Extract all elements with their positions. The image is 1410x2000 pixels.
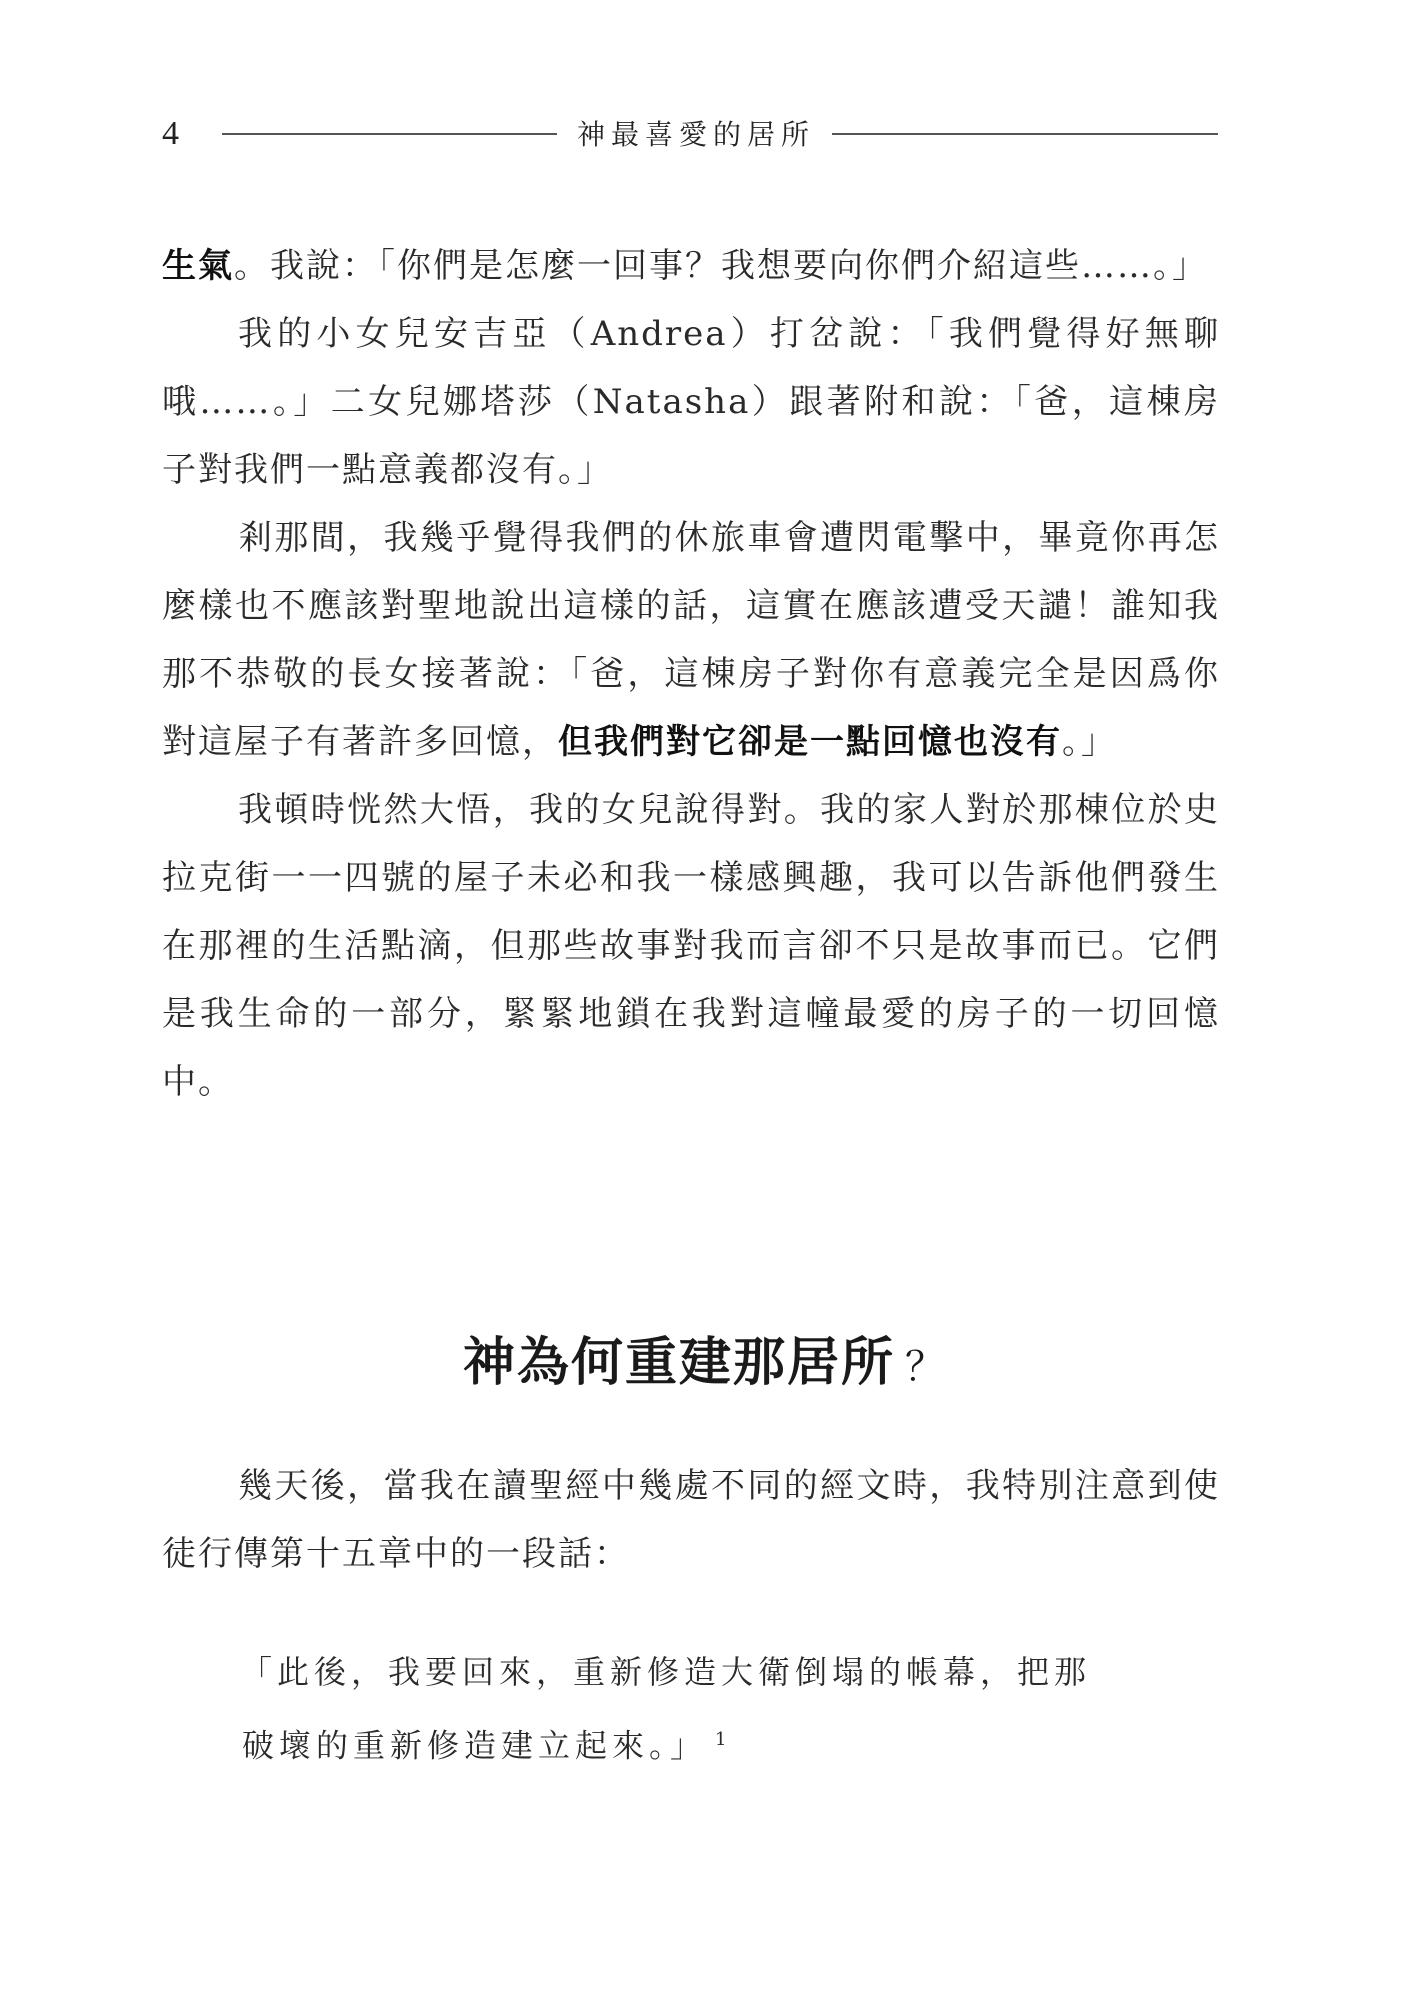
paragraph-4 [162,776,1220,1116]
header-rule-right [832,133,1218,135]
paragraph-3 [162,504,1220,776]
page-number: 4 [162,115,179,152]
paragraph-text: 剎那間，我幾乎覺得我們的休旅車會遭閃電擊中，畢竟你再怎麼樣也不應該對聖地說出這樣的話，這實在應該遭受天譴！誰知我那不恭敬的長女接著說：「爸，這棟房子對你有意義完全是因爲你對這屋子有著許多回憶， [162,518,1220,762]
paragraph-text: 我頓時恍然大悟，我的女兒說得對。我的家人對於那棟位於史拉克街一一四號的屋子未必和我一樣感興趣，我可以告訴他們發生在那裡的生活點滴，但那些故事對我而言卻不只是故事而已。它們是我生命的一部分，緊緊地鎖在我對這幢最愛的房子的一切回憶中。 [162,790,1220,1102]
paragraph-text: 我的小女兒安吉亞（Andrea）打岔說：「我們覺得好無聊哦……。」二女兒娜塔莎（Natasha）跟著附和說：「爸，這棟房子對我們一點意義都沒有。」 [162,314,1220,490]
scripture-quote [240,1638,1140,1780]
section-heading-punct: ？ [905,1344,947,1390]
section-heading-text: 神為何重建那居所 [462,1333,895,1393]
running-title: 神最喜愛的居所 [576,118,815,151]
emphasis-text: 但我們對它卻是一點回憶也沒有 [558,722,1062,762]
body-text [162,232,1220,1116]
paragraph-text: 。我說：「你們是怎麼一回事？我想要向你們介紹這些……。」 [234,246,1208,286]
page-header [0,105,1410,165]
quote-line-1: 「此後，我要回來，重新修造大衛倒塌的帳幕，把那 [240,1653,1092,1691]
paragraph-2 [162,300,1220,504]
body-text-2 [162,1452,1220,1588]
section-heading [0,1320,1410,1395]
paragraph-tail: 。」 [1062,722,1117,762]
paragraph-5 [162,1452,1220,1588]
footnote-ref[interactable]: 1 [715,1729,727,1750]
quote-line-2 [240,1706,1140,1780]
quote-line-2-text: 破壞的重新修造建立起來。」 [242,1726,708,1765]
paragraph-1 [162,232,1220,300]
header-rule-left [222,133,557,135]
paragraph-text: 幾天後，當我在讀聖經中幾處不同的經文時，我特別注意到使徒行傳第十五章中的一段話： [162,1466,1220,1574]
emphasis-text: 生氣 [162,246,234,286]
